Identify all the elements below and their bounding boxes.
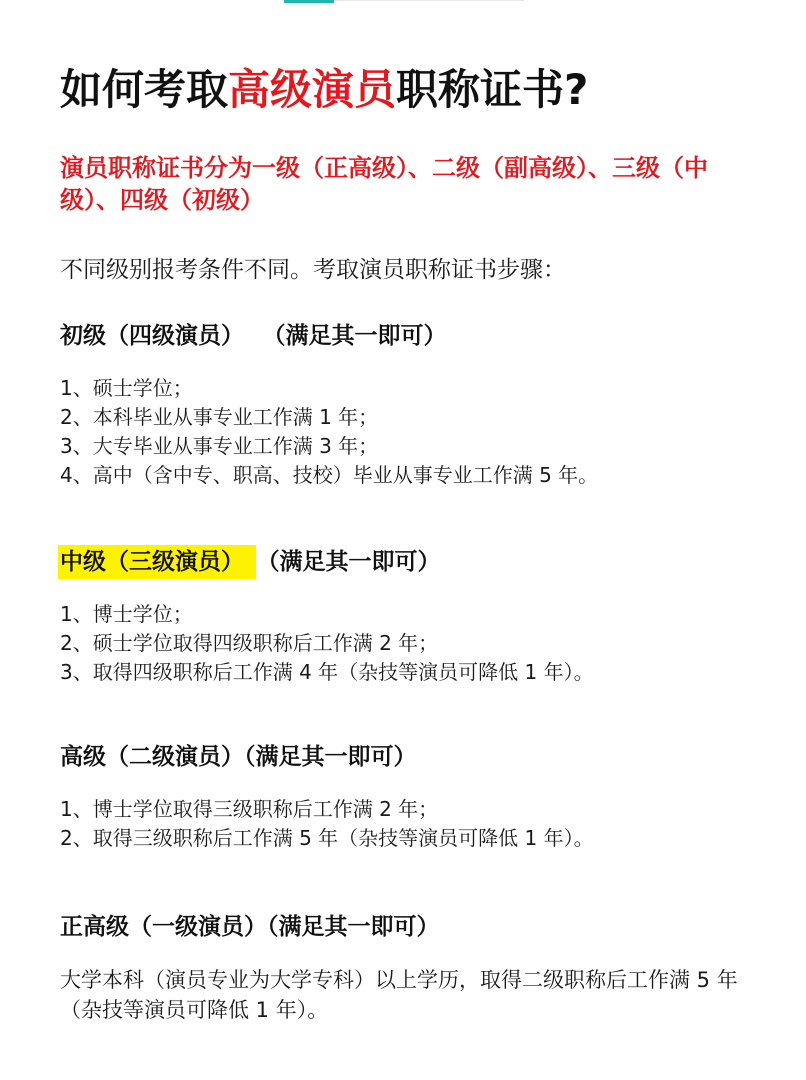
section-heading-full-senior [60,911,750,943]
section-condition: （满足其一即可） [268,549,441,575]
list-item: 2、硕士学位取得四级职称后工作满 2 年； [60,631,439,655]
section-condition: （满足其一即可） [267,914,440,940]
title-part-2: 职称证书? [396,65,589,114]
title-part-1: 如何考取 [60,65,229,114]
section-condition: （满足其一即可） [244,744,417,770]
list-item: 1、博士学位； [60,602,193,626]
page-title [60,62,750,118]
list-item: 1、硕士学位； [60,376,193,400]
section-title: 初级（四级演员） [60,323,244,349]
requirements-list-junior [60,374,750,490]
document [60,62,750,1025]
top-divider [334,0,524,1]
top-accent-bar [284,0,334,3]
list-item: 1、博士学位取得三级职称后工作满 2 年； [60,797,439,821]
intro-text: 不同级别报考条件不同。考取演员职称证书步骤： [60,257,566,283]
section-condition: （满足其一即可） [274,323,447,349]
list-item: 3、大专毕业从事专业工作满 3 年； [60,434,379,458]
list-item: 3、取得四级职称后工作满 4 年（杂技等演员可降低 1 年）。 [60,660,594,684]
section-heading-senior [60,741,750,773]
section-heading-junior [60,320,750,352]
section-title: 高级（二级演员） [60,744,244,770]
section-heading-intermediate [60,546,750,578]
section-title: 正高级（一级演员） [60,914,267,940]
list-item: 2、本科毕业从事专业工作满 1 年； [60,405,379,429]
list-item: 2、取得三级职称后工作满 5 年（杂技等演员可降低 1 年）。 [60,826,594,850]
section-title-highlighted: 中级（三级演员） [58,545,256,579]
requirements-list-intermediate [60,600,750,687]
subtitle: 演员职称证书分为一级（正高级）、二级（副高级）、三级（中级）、四级（初级） [60,154,708,214]
requirements-paragraph-full-senior: 大学本科（演员专业为大学专科）以上学历，取得二级职称后工作满 5 年（杂技等演员可降低 1 年）。 [60,968,738,1022]
title-highlight: 高级演员 [228,65,397,114]
list-item: 4、高中（含中专、职高、技校）毕业从事专业工作满 5 年。 [60,463,599,487]
requirements-list-senior [60,795,750,853]
